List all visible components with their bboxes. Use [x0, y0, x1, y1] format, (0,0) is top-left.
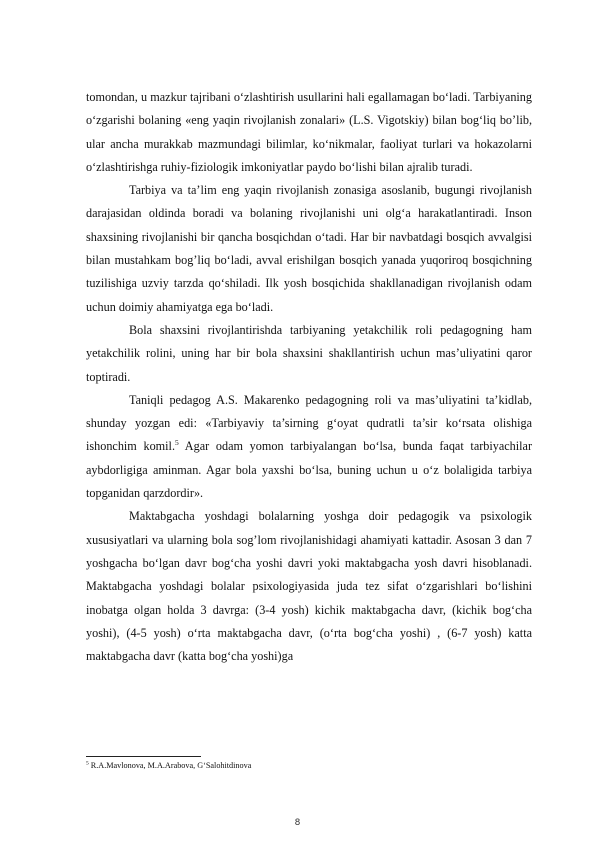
paragraph-3: Bola shaxsini rivojlantirishda tarbiyaning yetakchilik roli pedagogning ham yetakchilik rolini, uning har bir bola shaxsini shakllantirish uchun mas’uliyatini qaror toptiradi.: [86, 322, 532, 384]
page-number: 8: [294, 818, 301, 828]
paragraph-1: tomondan, u mazkur tajribani o‘zlashtirish usullarini hali egallamagan bo‘ladi. Tarbiyaning o‘zgarishi bolaning «eng yaqin rivojlanish zonalari» (L.S. Vigotskiy) bilan bog‘liq bo’lib, ular ancha murakkab mazmundagi bilimlar, ko‘nikmalar, faoliyat turlari va hokazolarni o‘zlashtirishga ruhiy-fiziologik imkoniyatlar paydo bo‘lishi bilan ajralib turadi.: [86, 90, 532, 174]
paragraph-4-text-after: Agar odam yomon tarbiyalangan bo‘lsa, bunda faqat tarbiyachilar aybdorligiga aminman. Agar bola yaxshi bo‘lsa, buning uchun u o‘z bolaligida tarbiya topganidan qarzdordir».: [86, 439, 533, 501]
paragraph-4: [86, 389, 532, 505]
footnote: [86, 760, 532, 771]
paragraph-2: Tarbiya va ta’lim eng yaqin rivojlanish zonasiga asoslanib, bugungi rivojlanish darajasidan oldinda boradi va bolaning rivojlanishi uni olg‘a harakatlantiradi. Inson shaxsining rivojlanishi bir qancha bosqichdan o‘tadi. Har bir navbatdagi bosqich avvalgisi bilan mustahkam bog’liq bo‘ladi, avval erishilgan bosqich yanada yuqoriroq bosqichning tuzilishiga uzviy tarzda qo‘shiladi. Ilk yosh bosqichida shakllanadigan rivojlanish odam uchun doimiy ahamiyatga ega bo‘ladi.: [86, 183, 532, 314]
footnote-reference: 5: [175, 438, 179, 448]
paragraph-4-text-before: Taniqli pedagog A.S. Makarenko pedagogning roli va mas’uliyatini ta’kidlab, shunday yozgan edi: «Tarbiyaviy ta’sirning g‘oyat qudratli ta’sir ko‘rsata olishiga ishonchim komil.: [86, 392, 532, 454]
footnote-text: R.A.Mavlonova, M.A.Arabova, G‘Salohitdinova: [88, 761, 252, 770]
body-text: [86, 86, 532, 668]
footnote-divider: [86, 756, 201, 757]
paragraph-5: Maktabgacha yoshdagi bolalarning yoshga doir pedagogik va psixologik xususiyatlari va ularning bola sog’lom rivojlanishidagi ahamiyati kattadir. Asosan 3 dan 7 yoshgacha bo‘lgan davr bog‘cha yoshi davri yoki maktabgacha yosh davri hisoblanadi. Maktabgacha yoshdagi bolalar psixologiyasida juda tez sifat o‘zgarishlari bo‘lishini inobatga olgan holda 3 davrga: (3-4 yosh) kichik maktabgacha davr, (kichik bog‘cha yoshi), (4-5 yosh) o‘rta maktabgacha davr, (o‘rta bog‘cha yoshi) , (6-7 yosh) katta maktabgacha davr (katta bog‘cha yoshi)ga: [86, 509, 532, 664]
footnote-number: 5: [86, 760, 89, 767]
